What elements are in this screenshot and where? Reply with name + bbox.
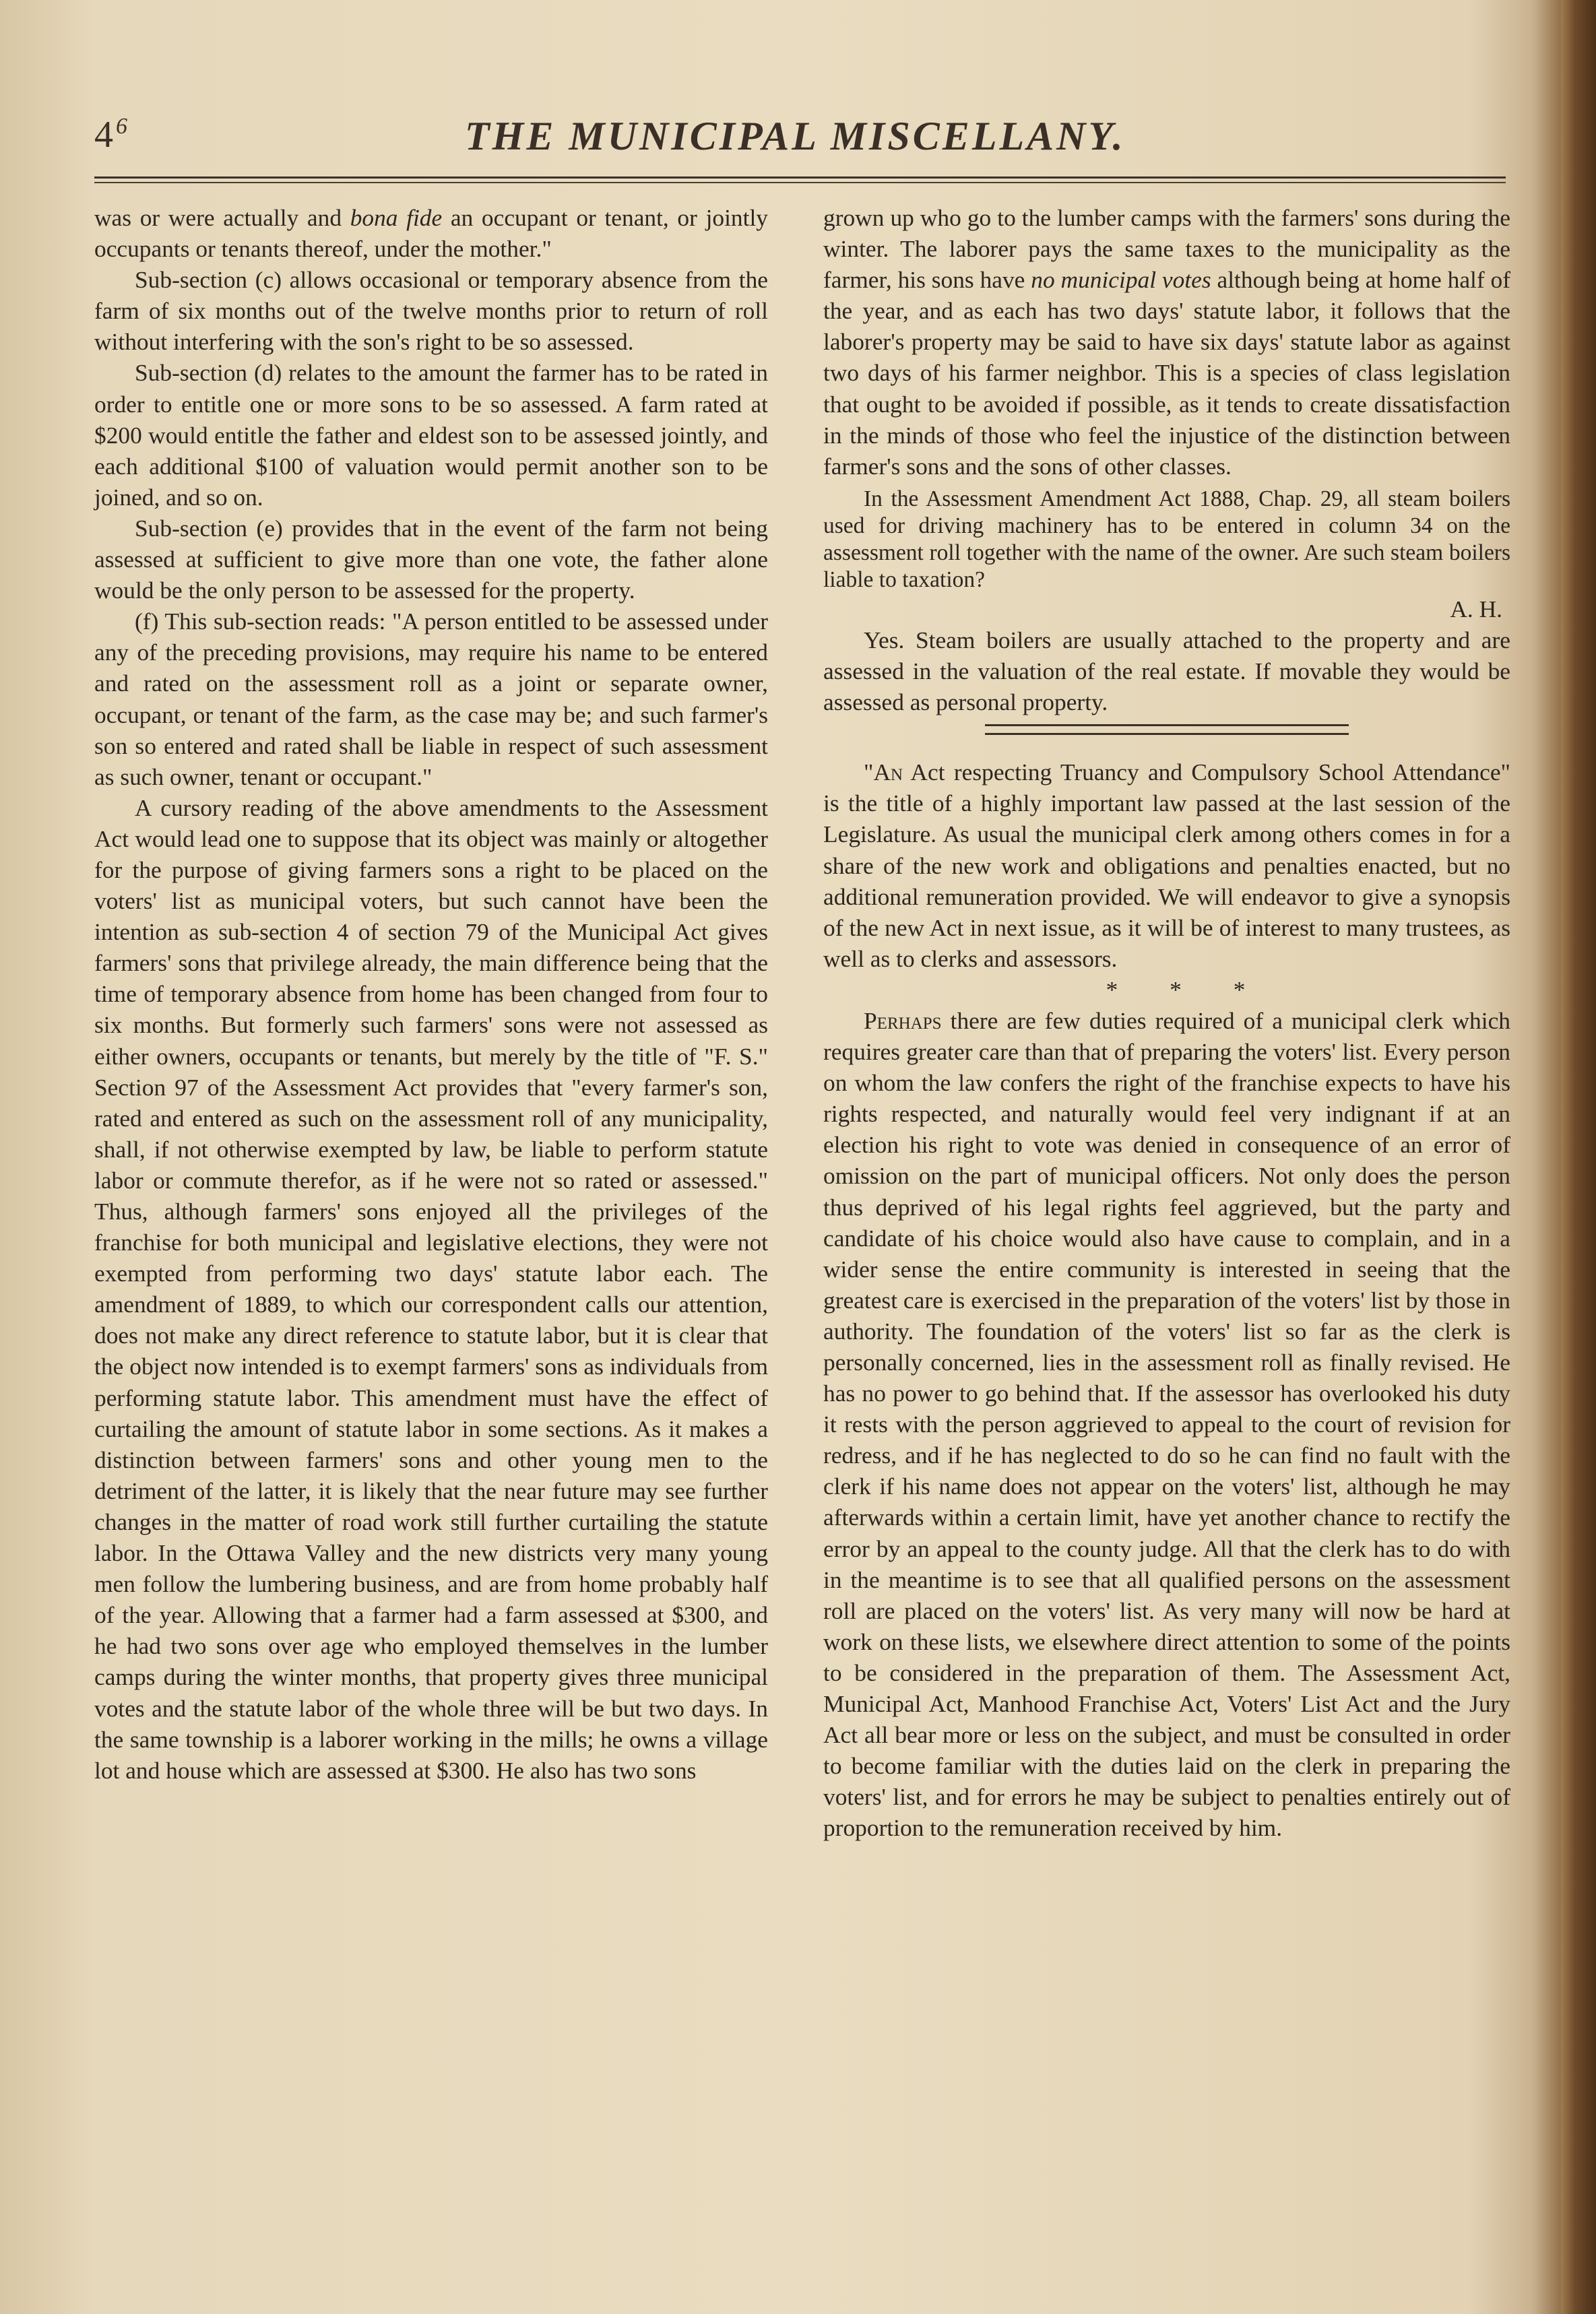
paragraph: Perhaps there are few duties required of a municipal clerk which requires greater care than that of preparing the voters' list. Every person on whom the law confers the right of the franchise expects to have his rights respected, and naturally would feel very indignant if at an election his right to vote was denied in consequence of an error of omission on the part of municipal officers. Not only does the person thus deprived of his legal rights feel aggrieved, but the party and candidate of his choice would also have cause to complain, and in a wider sense the entire community is interested in seeing that the greatest care is exercised in the preparation of the voters' list by those in authority. The foundation of the voters' list so far as the clerk is personally concerned, lies in the assessment roll as finally revised. He has no power to go behind that. If the assessor has overlooked his duty it rests with the person aggrieved to appeal to the court of revision for redress, and if he has neglected to do so he can find no fault with the clerk if his name does not appear on the voters' list, although he may afterwards within a certain limit, have yet another chance to rectify the error by an appeal to the county judge. All that the clerk has to do with in the meantime is to see that all qualified persons on the assessment roll are placed on the voters' list. As very many will now be hard at work on these lists, we elsewhere direct attention to some of the points to be considered in the preparation of them. The Assessment Act, Municipal Act, Manhood Franchise Act, Voters' List Act and the Jury Act all bear more or less on the subject, and must be consulted in order to become familiar with the duties laid on the clerk in preparing the voters' list, and for errors he may be subject to penalties entirely out of proportion to the remuneration received by him. [823,1006,1510,1842]
paragraph: grown up who go to the lumber camps with the farmers' sons during the winter. The laborer pays the same taxes to the municipality as the farmer, his sons have no municipal votes although being at home half of the year, and as each has two days' statute labor, it follows that the laborer's property may be said to have six days' statute labor as against two days of his farmer neighbor. This is a species of class legislation that ought to be avoided if possible, as it tends to create dissatisfaction in the minds of those who feel the injustice of the distinction between farmer's sons and the sons of other classes. [823,204,1510,480]
section-separator [985,724,1349,735]
paragraph: A cursory reading of the above amendments to the Assessment Act would lead one to suppose that its object was mainly or altogether for the purpose of giving farmers sons a right to be placed on the voters' list as municipal voters, but such cannot have been the intention as sub-section 4 of section 79 of the Municipal Act gives farmers' sons that privilege already, the main difference being that the time of temporary absence from home has been changed from four to six months. But formerly such farmers' sons were not assessed as either owners, occupants or tenants, but merely by the title of "F. S." Section 97 of the Assessment Act provides that "every farmer's son, rated and entered as such on the assessment roll of any municipality, shall, if not otherwise exempted by law, be liable to perform statute labor or commute therefor, as if he were not so rated or assessed." Thus, although farmers' sons enjoyed all the privileges of the franchise for both municipal and legislative elections, they were not exempted from performing two days' statute labor each. The amendment of 1889, to which our correspondent calls our attention, does not make any direct reference to statute labor, but it is clear that the object now intended is to exempt farmers' sons as individuals from performing statute labor. This amendment must have the effect of curtailing the amount of statute labor in some sections. As it makes a distinction between farmers' sons and other young men to the detriment of the latter, it is likely that the near future may see further changes in the matter of road work still further curtailing the statute labor. In the Ottawa Valley and the new districts very many young men follow the lumbering business, and are from home probably half of the year. Allowing that a farmer had a farm assessed at $300, and he had two sons over age who employed themselves in the lumber camps during the winter months, that property gives three municipal votes and the statute labor of the whole three will be but two days. In the same township is a laborer working in the mills; he owns a village lot and house which are assessed at $300. He also has two sons [94,794,768,1784]
running-title: THE MUNICIPAL MISCELLANY. [465,114,1126,158]
header-rule [94,176,1506,179]
paragraph: Sub-section (e) provides that in the event of the farm not being assessed at sufficient to give more than one vote, the father alone would be the only person to be assessed for the property. [94,514,768,604]
right-column [823,202,1510,1844]
header-rule-thin [94,182,1506,183]
answer-paragraph: Yes. Steam boilers are usually attached to the property and are assessed in the valuation of the real estate. If movable they would be assessed as personal property. [823,626,1510,716]
paragraph: was or were actually and bona fide an occupant or tenant, or jointly occupants or tenants thereof, under the mother." [94,204,768,263]
paragraph: Sub-section (c) allows occasional or temporary absence from the farm of six months out of the twelve months prior to return of roll without interfering with the son's right to be so assessed. [94,266,768,356]
paragraph: "An Act respecting Truancy and Compulsory School Attendance" is the title of a highly important law passed at the last session of the Legislature. As usual the municipal clerk among others comes in for a share of the new work and obligations and penalties enacted, but no additional remuneration provided. We will endeavor to give a synopsis of the new Act in next issue, as it will be of interest to many trustees, as well as to clerks and assessors. [823,759,1510,972]
question-paragraph: In the Assessment Amendment Act 1888, Chap. 29, all steam boilers used for driving machinery has to be entered in column 34 on the assessment roll together with the name of the owner. Are such steam boilers liable to taxation? [823,486,1510,592]
page-number: 4 $^6$ [94,114,127,156]
page-mark: 6 [116,114,127,139]
question-signature: A. H. [1450,595,1502,622]
stars-separator: * * * [1106,975,1269,1003]
paragraph: Sub-section (d) relates to the amount the farmer has to be rated in order to entitle one or more sons to be so assessed. A farm rated at $200 would entitle the father and eldest son to be assessed jointly, and each additional $100 of valuation would permit another son to be joined, and so on. [94,359,768,511]
paragraph: (f) This sub-section reads: "A person entitled to be assessed under any of the preceding provisions, may require his name to be entered and rated on the assessment roll as a joint or separate owner, occupant, or tenant of the farm, as the case may be; and such farmer's son so entered and rated shall be liable in respect of such assessment as such owner, tenant or occupant." [94,608,768,790]
binding-edge [1561,0,1596,2314]
left-column [94,202,768,1786]
